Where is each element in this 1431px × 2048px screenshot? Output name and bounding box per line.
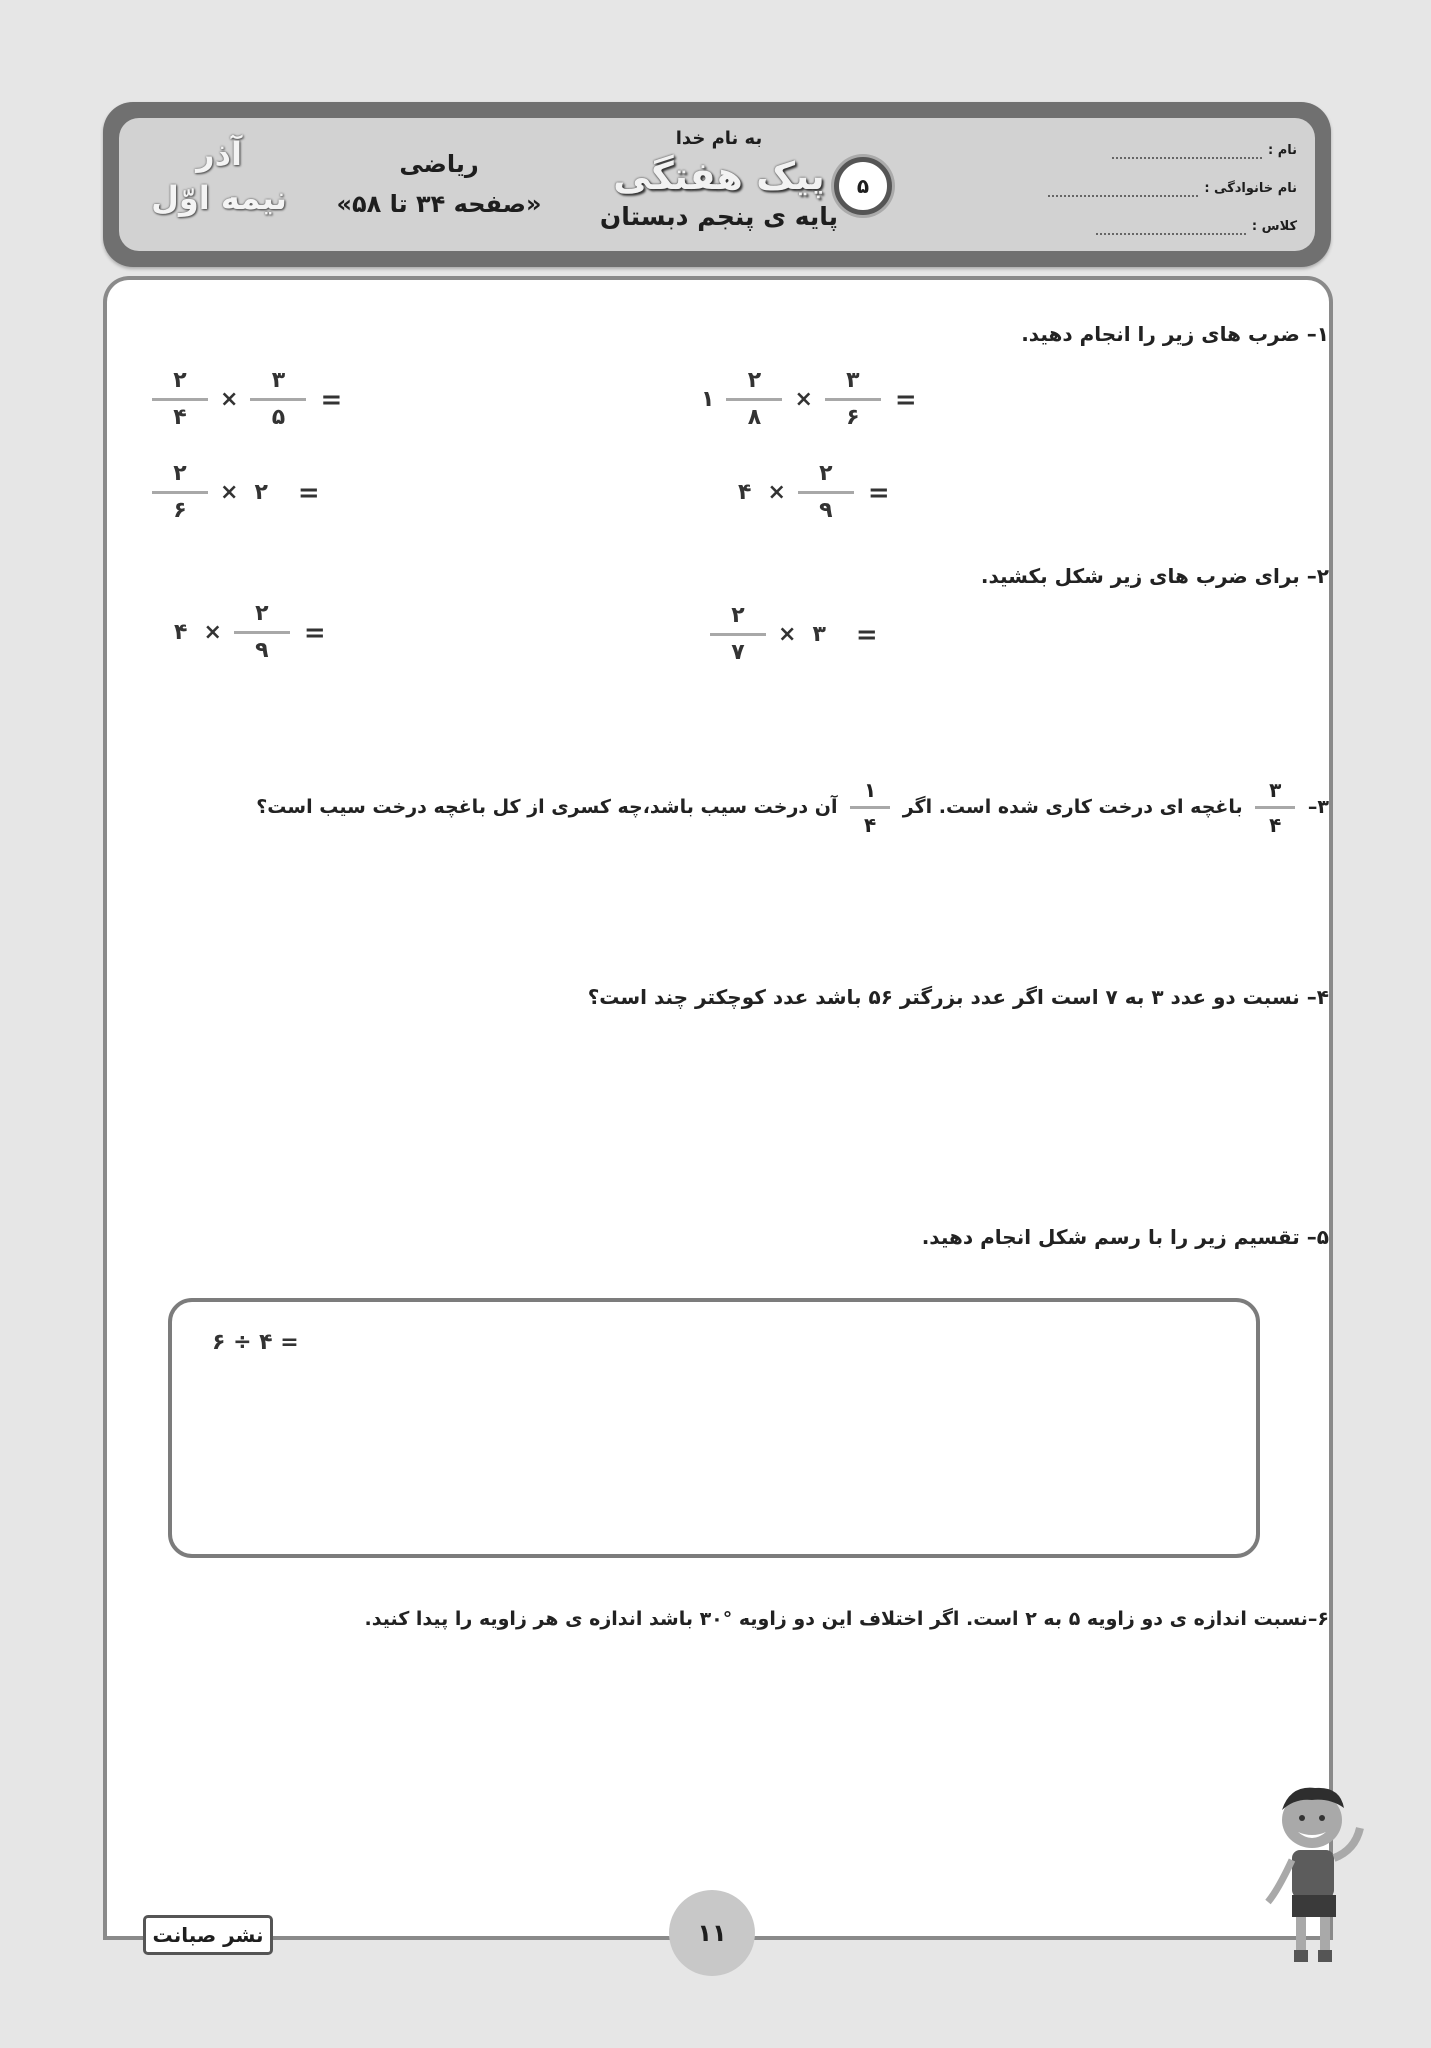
- equals-sign: =: [297, 477, 320, 508]
- fraction: $\frac{۲}{۸}$: [726, 367, 782, 432]
- fraction: $\frac{۲}{۶}$: [152, 460, 208, 525]
- fraction: $\frac{۲}{۴}$: [152, 367, 208, 432]
- header-month: آذر: [196, 135, 242, 173]
- whole-number: ۴: [738, 480, 752, 505]
- question-3-text-1: باغچه ای درخت کاری شده است. اگر: [902, 796, 1243, 818]
- question-5-title: ۵– تقسیم زیر را با رسم شکل انجام دهید.: [921, 1225, 1329, 1249]
- student-info-fields: [1057, 132, 1297, 246]
- header-subject: ریاضی: [399, 150, 479, 178]
- whole-number: ۱: [701, 387, 715, 412]
- fraction: $\frac{۲}{۷}$: [710, 602, 766, 667]
- header-title: پیک هفتگی: [613, 154, 825, 198]
- name-field[interactable]: [1057, 132, 1297, 170]
- whole-number: ۳: [812, 622, 826, 647]
- header-title-block: [589, 126, 849, 234]
- question-4-title: ۴– نسبت دو عدد ۳ به ۷ است اگر عدد بزرگتر ۵۶ باشد عدد کوچکتر چند است؟: [587, 985, 1329, 1009]
- q2-expression-2: [166, 600, 326, 665]
- question-6-title: ۶–نسبت اندازه ی دو زاویه ۵ به ۲ است. اگر اختلاف این دو زاویه °۳۰ باشد اندازه ی هر زاویه را پیدا کنید.: [364, 1608, 1329, 1630]
- q2-expression-1: [706, 602, 878, 667]
- header-bismillah: به نام خدا: [675, 128, 763, 149]
- q5-expression: ۶ ÷ ۴ =: [212, 1330, 299, 1355]
- family-name-label: نام خانوادگی :: [1204, 181, 1297, 196]
- header-panel: [119, 118, 1315, 251]
- equals-sign: =: [894, 384, 917, 415]
- question-3: [256, 778, 1329, 837]
- equals-sign: =: [320, 384, 343, 415]
- whole-number: ۲: [254, 480, 268, 505]
- fraction: $\frac{۲}{۹}$: [798, 460, 854, 525]
- question-3-text-2: آن درخت سیب باشد،چه کسری از کل باغچه درخت سیب است؟: [256, 796, 838, 818]
- waving-boy-illustration: [1260, 1780, 1380, 1970]
- class-field[interactable]: [1057, 208, 1297, 246]
- whole-number: ۴: [174, 620, 188, 645]
- fraction: $\frac{۳}{۶}$: [825, 367, 881, 432]
- fraction-three-quarters: $\frac{۳}{۴}$: [1255, 778, 1295, 837]
- question-1-title: ۱– ضرب های زیر را انجام دهید.: [1021, 322, 1329, 346]
- fraction: $\frac{۳}{۵}$: [250, 367, 306, 432]
- fraction: $\frac{۲}{۹}$: [234, 600, 290, 665]
- page-number-badge: ۱۱: [674, 1895, 750, 1971]
- times-sign: ×: [778, 622, 797, 647]
- family-name-field[interactable]: [1057, 170, 1297, 208]
- header-subject-block: [309, 144, 569, 224]
- q1-expression-4: [148, 460, 320, 525]
- name-label: نام :: [1267, 143, 1297, 158]
- issue-number-badge: ۵: [834, 157, 892, 215]
- family-name-blank[interactable]: [1048, 181, 1198, 197]
- times-sign: ×: [203, 620, 222, 645]
- question-2-title: ۲– برای ضرب های زیر شکل بکشید.: [980, 564, 1329, 588]
- q5-drawing-area[interactable]: [168, 1298, 1260, 1558]
- times-sign: ×: [794, 387, 813, 412]
- q1-expression-3: [148, 367, 342, 432]
- times-sign: ×: [220, 480, 239, 505]
- q1-expression-2: [730, 460, 890, 525]
- header-grade: پایه ی پنجم دبستان: [599, 202, 839, 231]
- equals-sign: =: [303, 617, 326, 648]
- header-half: نیمه اوّل: [151, 179, 287, 217]
- equals-sign: =: [855, 619, 878, 650]
- times-sign: ×: [767, 480, 786, 505]
- q1-expression-1: [693, 367, 917, 432]
- question-3-number: ۳–: [1307, 796, 1329, 818]
- header-pages: «صفحه ۳۴ تا ۵۸»: [336, 190, 542, 218]
- times-sign: ×: [220, 387, 239, 412]
- publisher-label: نشر صبانت: [143, 1915, 273, 1955]
- worksheet-body: [103, 276, 1333, 1940]
- name-blank[interactable]: [1112, 143, 1262, 159]
- header-period: [139, 132, 299, 220]
- equals-sign: =: [867, 477, 890, 508]
- fraction-one-quarter: $\frac{۱}{۴}$: [850, 778, 890, 837]
- worksheet-header: [103, 102, 1331, 267]
- class-label: کلاس :: [1251, 219, 1297, 234]
- class-blank[interactable]: [1096, 219, 1246, 235]
